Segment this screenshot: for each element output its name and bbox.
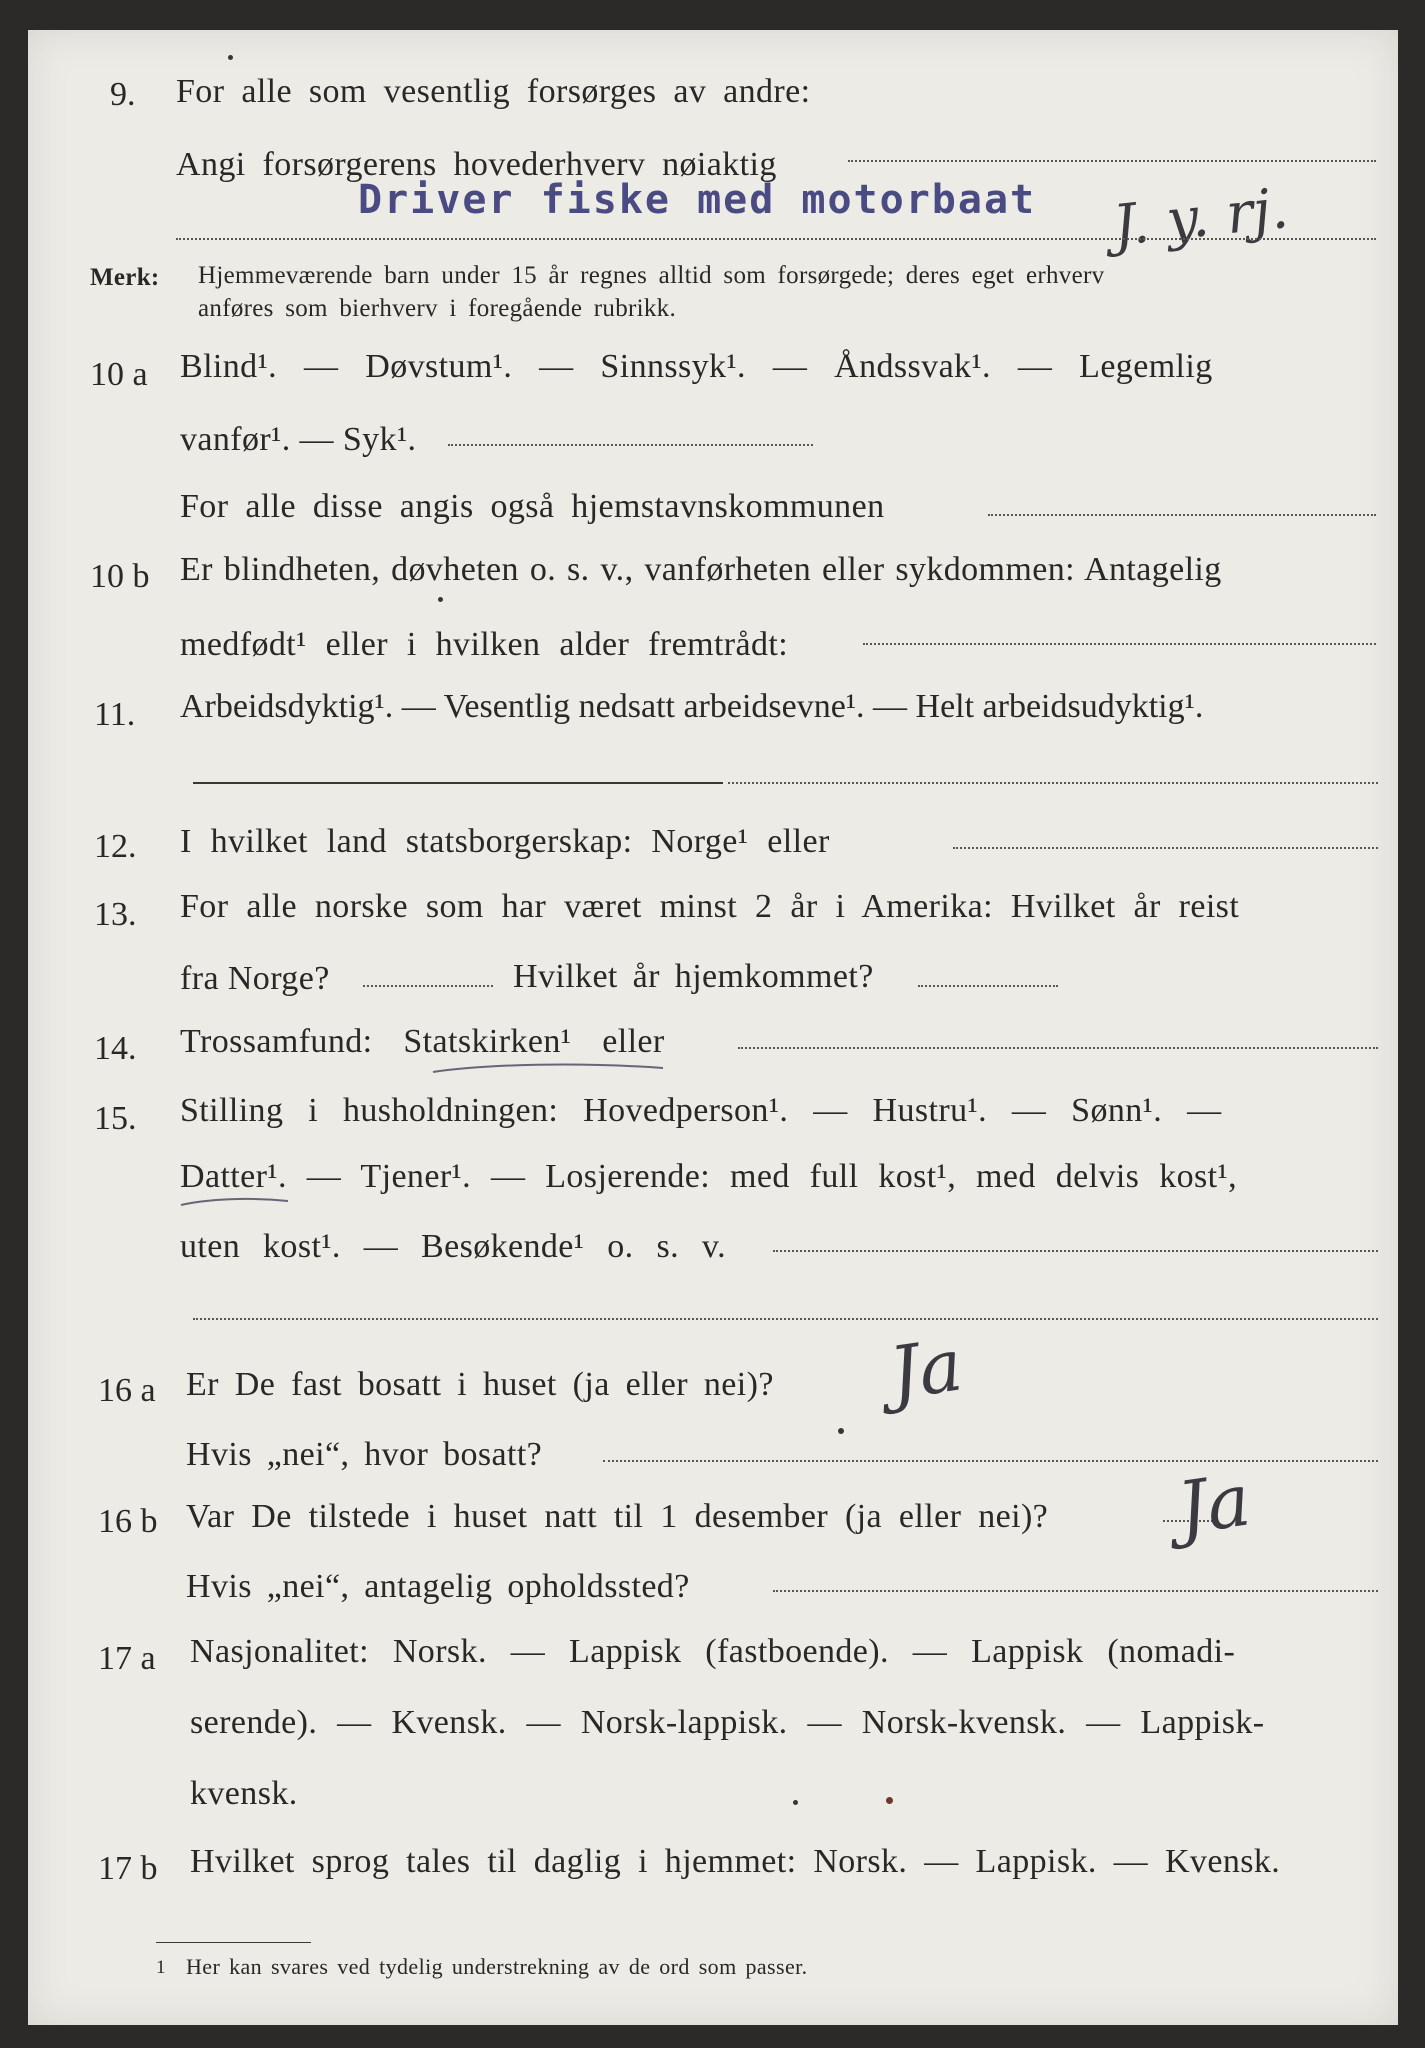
q14-underline-mark <box>428 1060 668 1080</box>
q14-dotline <box>738 1047 1378 1049</box>
q9-second-dotline <box>176 238 1376 240</box>
q13-line2a: fra Norge? <box>180 960 330 997</box>
q11-dotline <box>728 782 1378 784</box>
merk-line1: Hjemmeværende barn under 15 år regnes alltid som forsørgede; deres eget erhverv <box>198 262 1105 289</box>
q15-line1: Stilling i husholdningen: Hovedperson¹. — Hustru¹. — Sønn¹. — <box>180 1092 1222 1129</box>
q15-dotline <box>773 1250 1378 1252</box>
q16b-number: 16 b <box>98 1503 158 1540</box>
footnote-rule <box>156 1942 311 1943</box>
q10b-dotline <box>863 643 1376 645</box>
q13-line1: For alle norske som har været minst 2 år i Amerika: Hvilket år reist <box>180 888 1240 925</box>
merk-line2: anføres som bierhverv i foregående rubrikk. <box>198 295 677 322</box>
q16a-line1: Er De fast bosatt i huset (ja eller nei)? <box>186 1366 774 1403</box>
q15-dotline-2 <box>193 1318 1378 1320</box>
q17a-line1: Nasjonalitet: Norsk. — Lappisk (fastboende). — Lappisk (nomadi- <box>190 1633 1236 1670</box>
q17a-line2: serende). — Kvensk. — Norsk-lappisk. — Norsk-kvensk. — Lappisk- <box>190 1704 1265 1741</box>
q11-line1: Arbeidsdyktig¹. — Vesentlig nedsatt arbeidsevne¹. — Helt arbeidsudyktig¹. <box>180 688 1204 725</box>
q15-number: 15. <box>94 1100 137 1137</box>
q13-number: 13. <box>94 896 137 933</box>
ink-spot <box>228 55 233 60</box>
q9-initials: J. y. rj. <box>1110 176 1292 259</box>
census-form-page <box>28 30 1398 2025</box>
q10b-line2: medfødt¹ eller i hvilken alder fremtrådt: <box>180 626 789 663</box>
q16a-dotline <box>603 1460 1378 1462</box>
q10a-dotline-2 <box>988 514 1376 516</box>
q17b-number: 17 b <box>98 1850 158 1887</box>
q15-line2: Datter¹. — Tjener¹. — Losjerende: med full kost¹, med delvis kost¹, <box>180 1158 1237 1195</box>
q10b-number: 10 b <box>90 558 150 595</box>
q16a-line2: Hvis „nei“, hvor bosatt? <box>186 1436 543 1473</box>
ink-spot <box>793 1800 798 1805</box>
q10a-line2: vanfør¹. — Syk¹. <box>180 421 417 458</box>
q17b-line1: Hvilket sprog tales til daglig i hjemmet: Norsk. — Lappisk. — Kvensk. <box>190 1843 1281 1880</box>
q10a-dotline-1 <box>448 444 813 446</box>
q16a-handwritten-answer: Ja <box>884 1322 968 1416</box>
q14-number: 14. <box>94 1030 137 1067</box>
q11-solid-rule <box>193 782 723 784</box>
q16b-line1: Var De tilstede i huset natt til 1 desember (ja eller nei)? <box>186 1498 1049 1535</box>
q10a-number: 10 a <box>90 356 148 393</box>
footnote-text: Her kan svares ved tydelig understrekning av de ord som passer. <box>186 1954 808 1979</box>
merk-label: Merk: <box>90 264 160 291</box>
q10a-line3: For alle disse angis også hjemstavnskommunen <box>180 488 885 525</box>
q13-dotline-1 <box>363 985 493 987</box>
q16b-dotline-2 <box>773 1590 1378 1592</box>
q9-line1: For alle som vesentlig forsørges av andre: <box>176 73 811 110</box>
q9-stamp-answer: Driver fiske med motorbaat <box>358 177 1037 223</box>
q15-underline-mark <box>178 1195 298 1211</box>
footnote-mark: 1 <box>156 1957 166 1978</box>
q16b-handwritten-answer: Ja <box>1172 1457 1256 1551</box>
q16a-number: 16 a <box>98 1372 156 1409</box>
q9-answer-dotline <box>848 160 1376 162</box>
q17a-number: 17 a <box>98 1640 156 1677</box>
ink-spot <box>838 1428 844 1434</box>
q9-line2: Angi forsørgerens hovederhverv nøiaktig <box>176 146 777 183</box>
q12-number: 12. <box>94 828 137 865</box>
ink-spot <box>438 597 443 602</box>
q9-number: 9. <box>110 76 136 113</box>
ink-spot <box>886 1797 893 1804</box>
q13-dotline-2 <box>918 985 1058 987</box>
q12-line1: I hvilket land statsborgerskap: Norge¹ eller <box>180 823 830 860</box>
q16b-line2: Hvis „nei“, antagelig opholdssted? <box>186 1568 690 1605</box>
q14-line1: Trossamfund: Statskirken¹ eller <box>180 1023 665 1060</box>
q13-line2b: Hvilket år hjemkommet? <box>513 958 874 995</box>
q12-dotline <box>953 847 1378 849</box>
q10a-line1: Blind¹. — Døvstum¹. — Sinnssyk¹. — Åndssvak¹. — Legemlig <box>180 348 1213 385</box>
q15-line3: uten kost¹. — Besøkende¹ o. s. v. <box>180 1228 727 1265</box>
q10b-line1: Er blindheten, døvheten o. s. v., vanførheten eller sykdommen: Antagelig <box>180 551 1222 588</box>
q11-number: 11. <box>94 696 136 733</box>
q17a-line3: kvensk. <box>190 1775 298 1812</box>
